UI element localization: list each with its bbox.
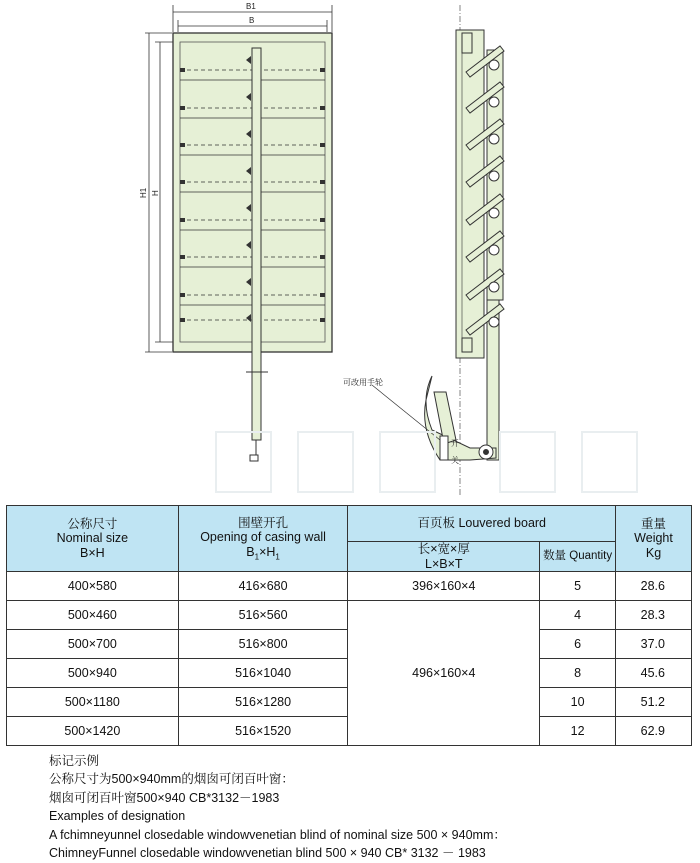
notes-heading-cn: 标记示例: [49, 754, 100, 768]
table-row: [7, 601, 692, 630]
notes-example-en: A fchimneyunnel closedable windowvenetian blind of nominal size 500 × 940mm：: [49, 827, 506, 842]
spec-table: [6, 505, 692, 746]
cell-weight: 62.9: [616, 717, 692, 746]
dimension-label-h: H: [151, 190, 160, 196]
mark-close: 关: [451, 456, 459, 465]
cell-quantity: 10: [540, 688, 616, 717]
cell-opening: 516×1280: [178, 688, 348, 717]
header-nominal: 公称尺寸 Nominal size B×H: [7, 506, 179, 572]
notes-designation-en: ChimneyFunnel closedable windowvenetian blind 500 × 940 CB* 3132 － 1983: [49, 846, 486, 861]
cell-weight: 51.2: [616, 688, 692, 717]
cell-quantity: 8: [540, 659, 616, 688]
ghost-frame-lines: [216, 432, 637, 492]
dimension-label-b1: B1: [246, 2, 256, 11]
cell-nominal: 500×1420: [7, 717, 179, 746]
cell-quantity: 4: [540, 601, 616, 630]
cell-opening: 516×560: [178, 601, 348, 630]
cell-weight: 28.3: [616, 601, 692, 630]
cell-nominal: 500×460: [7, 601, 179, 630]
cell-board-shared: 496×160×4: [348, 601, 540, 746]
header-board-dims: 长×宽×厚 L×B×T: [348, 542, 540, 572]
cell-weight: 28.6: [616, 572, 692, 601]
cell-nominal: 500×700: [7, 630, 179, 659]
cell-quantity: 5: [540, 572, 616, 601]
cell-opening: 516×800: [178, 630, 348, 659]
callout-handwheel: 可改用手轮: [343, 378, 383, 387]
cell-board: 396×160×4: [348, 572, 540, 601]
notes-designation-cn: 烟囱可闭百叶窗500×940 CB*3132－1983: [49, 790, 280, 805]
cell-opening: 516×1520: [178, 717, 348, 746]
header-louvered-board: 百页板 Louvered board: [348, 506, 616, 542]
cell-quantity: 6: [540, 630, 616, 659]
cell-quantity: 12: [540, 717, 616, 746]
header-opening: 围壁开孔 Opening of casing wall $B_1\times H_1$: [178, 506, 348, 572]
cell-nominal: 400×580: [7, 572, 179, 601]
designation-notes: [49, 752, 689, 862]
cell-weight: 45.6: [616, 659, 692, 688]
dimension-label-h1: H1: [139, 187, 148, 198]
cell-weight: 37.0: [616, 630, 692, 659]
mark-open: 开: [451, 439, 459, 448]
table-row: [7, 572, 692, 601]
header-weight: 重量 Weight Kg: [616, 506, 692, 572]
cell-opening: 416×680: [178, 572, 348, 601]
dimension-label-b: B: [249, 16, 255, 25]
cell-opening: 516×1040: [178, 659, 348, 688]
notes-example-cn: 公称尺寸为500×940mm的烟囱可闭百叶窗：: [49, 772, 294, 787]
cell-nominal: 500×1180: [7, 688, 179, 717]
cell-nominal: 500×940: [7, 659, 179, 688]
notes-heading-en: Examples of designation: [49, 809, 186, 824]
dimension-h1: [145, 33, 176, 352]
header-quantity: 数量 Quantity: [540, 542, 616, 572]
